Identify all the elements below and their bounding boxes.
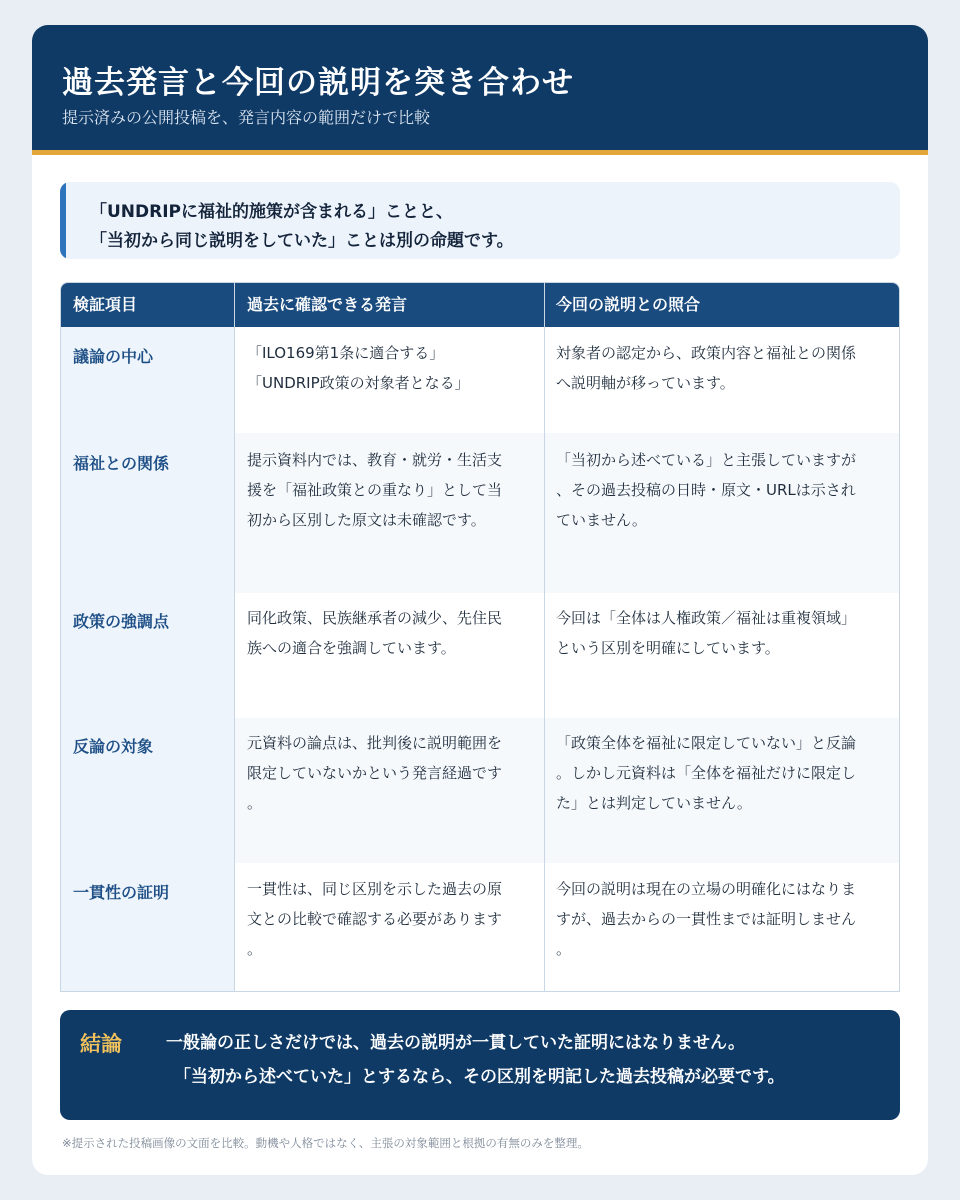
current-text: 今回は「全体は人権政策／福祉は重複領域」: [556, 609, 857, 627]
current-text: ていません。: [556, 511, 647, 529]
table-header: [61, 283, 900, 327]
past-text: 同化政策、民族継承者の減少、先住民: [247, 609, 503, 627]
conclusion-line-1: 一般論の正しさだけでは、過去の説明が一貫していた証明にはなりません。: [166, 1033, 746, 1053]
column-divider: [234, 283, 235, 992]
header-current: 今回の説明との照合: [556, 295, 701, 314]
past-text: 初から区別した原文は未確認です。: [247, 511, 486, 529]
callout-accent-bar: [60, 182, 66, 259]
current-text: 。: [556, 940, 572, 958]
table-row: [61, 593, 900, 718]
header: [32, 25, 928, 155]
current-text: すが、過去からの一貫性までは証明しません: [556, 910, 857, 928]
past-text: 一貫性は、同じ区別を示した過去の原: [247, 880, 503, 898]
conclusion-box: [60, 1010, 900, 1120]
current-text: 、その過去投稿の日時・原文・URLは示され: [556, 481, 856, 499]
current-text: 「政策全体を福祉に限定していない」と反論: [556, 734, 857, 752]
comparison-card: [32, 25, 928, 1175]
row-label: 議論の中心: [73, 347, 154, 366]
row-label: 反論の対象: [73, 737, 154, 756]
current-text: た」とは判定していません。: [556, 794, 752, 812]
past-text: 提示資料内では、教育・就労・生活支: [247, 451, 503, 469]
current-text: 。しかし元資料は「全体を福祉だけに限定し: [556, 764, 857, 782]
past-text: 「ILO169第1条に適合する」: [247, 344, 445, 362]
past-text: 元資料の論点は、批判後に説明範囲を: [247, 734, 503, 752]
header-past: 過去に確認できる発言: [247, 295, 408, 314]
header-item: 検証項目: [73, 295, 138, 314]
past-text: 援を「福祉政策との重なり」として当: [247, 481, 503, 499]
current-text: 対象者の認定から、政策内容と福祉との関係: [556, 344, 857, 362]
past-text: 族への適合を強調しています。: [247, 639, 456, 657]
comparison-table: [60, 282, 900, 992]
page-subtitle: 提示済みの公開投稿を、発言内容の範囲だけで比較: [62, 108, 431, 127]
key-point-callout: [60, 182, 900, 259]
past-text: 「UNDRIP政策の対象者となる」: [247, 374, 470, 392]
table-row: [61, 327, 900, 433]
past-text: 限定していないかという発言経過です: [247, 764, 503, 782]
column-divider: [544, 283, 545, 992]
page-title: 過去発言と今回の説明を突き合わせ: [62, 65, 574, 101]
footnote: ※提示された投稿画像の文面を比較。動機や人格ではなく、主張の対象範囲と根拠の有無のみを整理。: [62, 1136, 589, 1150]
conclusion-tag: 結論: [80, 1032, 122, 1056]
table-row: [61, 433, 900, 593]
current-text: 今回の説明は現在の立場の明確化にはなりま: [556, 880, 857, 898]
row-label: 一貫性の証明: [73, 883, 170, 902]
table-row: [61, 718, 900, 863]
past-text: 。: [247, 794, 263, 812]
row-label: 政策の強調点: [73, 612, 170, 631]
current-text: 「当初から述べている」と主張していますが: [556, 451, 857, 469]
row-label: 福祉との関係: [73, 454, 170, 473]
current-text: という区別を明確にしています。: [556, 639, 780, 657]
current-text: へ説明軸が移っています。: [556, 374, 735, 392]
past-text: 。: [247, 940, 263, 958]
callout-line-1: 「UNDRIPに福祉的施策が含まれる」ことと、: [90, 202, 454, 222]
conclusion-line-2: 「当初から述べていた」とするなら、その区別を明記した過去投稿が必要です。: [174, 1067, 785, 1087]
callout-line-2: 「当初から同じ説明をしていた」ことは別の命題です。: [90, 231, 514, 251]
past-text: 文との比較で確認する必要があります: [247, 910, 503, 928]
table-row: [61, 863, 900, 992]
